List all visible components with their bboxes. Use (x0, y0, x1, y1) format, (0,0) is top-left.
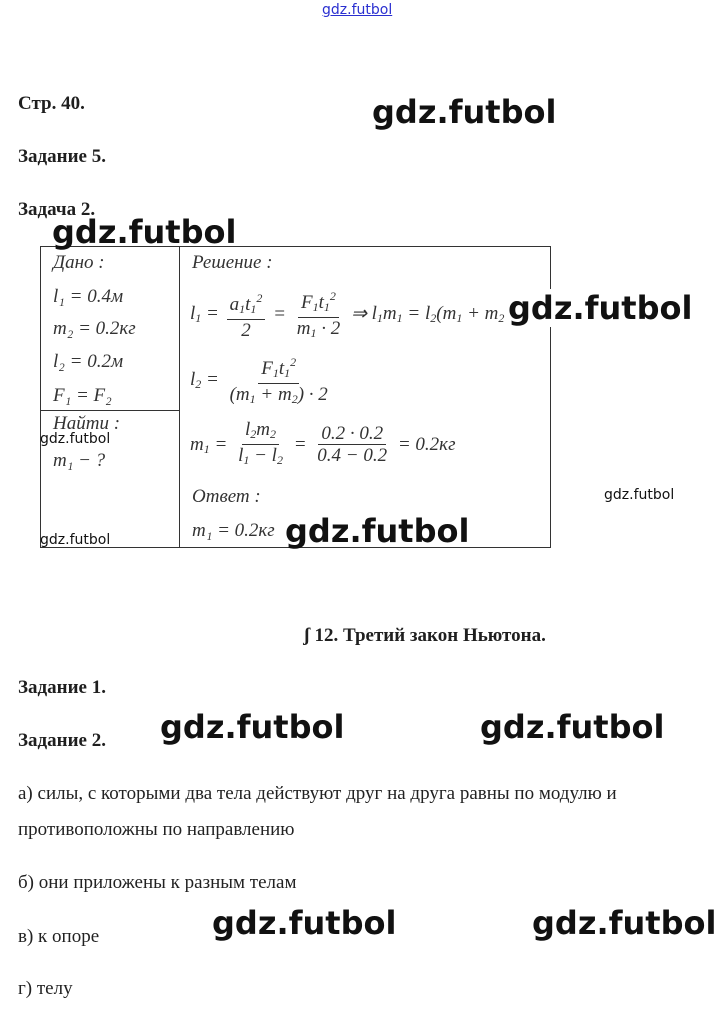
find-title: Найти : (53, 413, 121, 434)
watermark-5: gdz.futbol (604, 487, 675, 503)
answer-g: г) телу (18, 978, 73, 999)
answer-b: б) они приложены к разным телам (18, 872, 297, 893)
top-watermark-link[interactable]: gdz.futbol (322, 2, 393, 18)
given-l2: l₂ = 0.2м (53, 351, 124, 372)
task-1-heading: Задание 1. (18, 677, 106, 698)
answer-a-line-2: противоположны по направлению (18, 819, 295, 840)
table-row-divider (40, 410, 180, 411)
table-column-divider (179, 246, 180, 548)
watermark-4: gdz.futbol (40, 431, 111, 447)
answer-value: m₁ = 0.2кг (192, 520, 275, 541)
watermark-7: gdz.futbol (40, 532, 111, 548)
watermark-8: gdz.futbol (160, 708, 345, 746)
given-force-equality: F₁ = F₂ (53, 385, 112, 406)
watermark-1: gdz.futbol (372, 93, 557, 131)
equation-3: $m_1$ = $\frac{l_2m_2}{l_1 - l_2}$ = $\frac{0.2 \cdot 0.2}{0.4 - 0.2}$ = 0.2кг (190, 419, 456, 467)
answer-a-line-1: а) силы, с которыми два тела действуют друг на друга равны по модулю и (18, 783, 617, 804)
equation-1: $l_1$ = $\frac{a_1t_1^2}{2}$ = $\frac{F_1t_1^2}{m_1 \cdot 2}$ ⇒ $l_1m_1 = l_2(m_1 + m_2$ (190, 286, 504, 344)
given-l1: l₁ = 0.4м (53, 286, 124, 307)
section-title: ʃ 12. Третий закон Ньютона. (304, 625, 546, 646)
eq3-result: = 0.2кг (397, 433, 456, 455)
equation-2: $l_2$ = $\frac{F_1t_1^2}{(m_1 + m_2) \cdot 2}$ (190, 352, 334, 410)
watermark-3: gdz.futbol (508, 289, 693, 327)
eq3-denominator: 0.4 − 0.2 (317, 445, 388, 466)
table-left-border (40, 246, 41, 548)
answer-title: Ответ : (192, 486, 261, 507)
watermark-6: gdz.futbol (285, 512, 470, 550)
watermark-10: gdz.futbol (212, 904, 397, 942)
answer-v: в) к опоре (18, 926, 100, 947)
page-header: Стр. 40. (18, 93, 85, 114)
watermark-2: gdz.futbol (52, 213, 237, 251)
solution-title: Решение : (192, 252, 273, 273)
given-m2: m₂ = 0.2кг (53, 318, 136, 339)
given-title: Дано : (53, 252, 105, 273)
watermark-11: gdz.futbol (532, 904, 717, 942)
watermark-9: gdz.futbol (480, 708, 665, 746)
problem-2-heading: Задача 2. (18, 199, 96, 220)
eq3-numerator: 0.2 · 0.2 (318, 424, 386, 445)
find-m1: m₁ − ? (53, 450, 106, 471)
task-2-heading: Задание 2. (18, 730, 106, 751)
task-5-heading: Задание 5. (18, 146, 106, 167)
